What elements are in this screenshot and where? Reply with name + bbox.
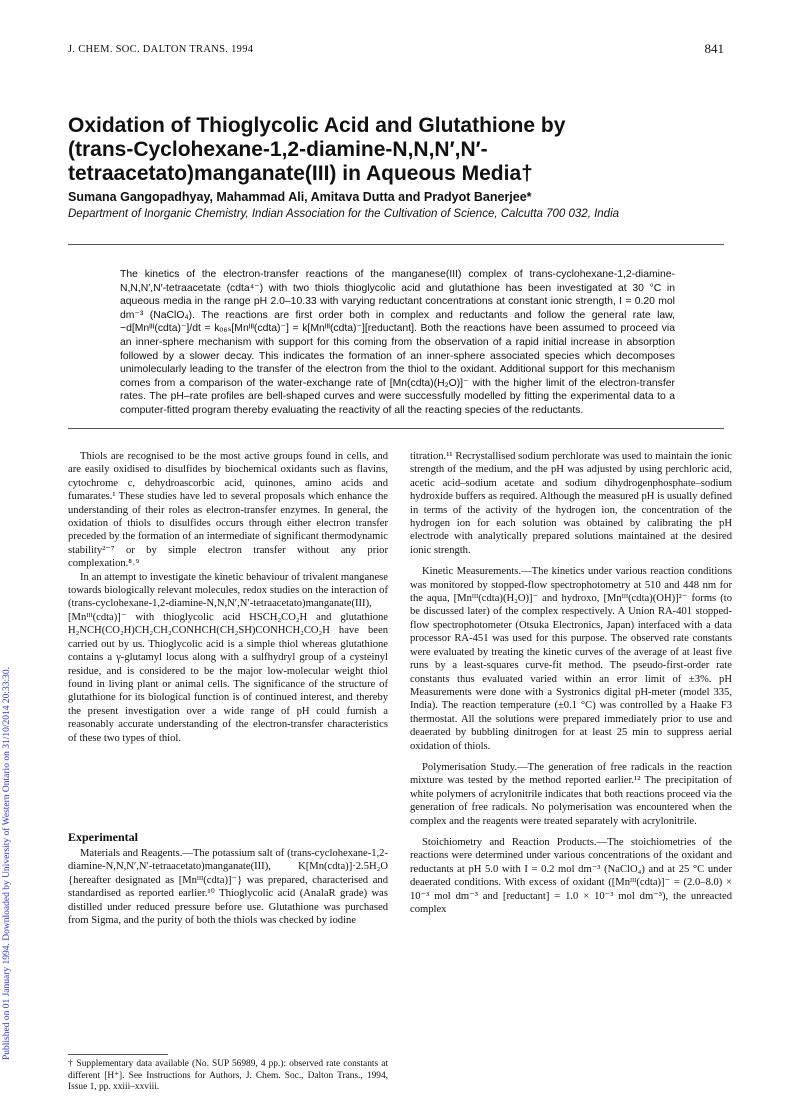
- column-left: [68, 450, 388, 745]
- titration-paragraph: titration.¹¹ Recrystallised sodium perchlorate was used to maintain the ionic strength of the medium, and the pH was adjusted by using perchloric acid, acetic acid–sodium acetate and sodium dihydrogenphosphate–sodium hydroxide buffers as required. Although the measured pH is usually defined in terms of the activity of the hydrogen ion, the concentration of the hydrogen ion for each solution was obtained by calibrating the pH electrode with analytically prepared solutions maintained at the desired ionic strength.: [410, 451, 732, 556]
- article-title: Oxidation of Thioglycolic Acid and Glutathione by (trans-Cyclohexane-1,2-diamine-N,N,N′,N′-tetraacetato)manganate(III) in Aqueous Media†: [68, 114, 566, 185]
- column-right: [410, 450, 732, 916]
- intro-paragraph-2: In an attempt to investigate the kinetic behaviour of trivalent manganese towards biologically relevant molecules, redox studies on the interaction of (trans-cyclohexane-1,2-diamine-N,N,N′,N′-tetraacetato)manganate(III), [Mnᴵᴵᴵ(cdta)]⁻ with thioglycolic acid HSCH₂CO₂H and glutathione H₂NCH(CO₂H)CH₂CH₂CONHCH(CH₂SH)CONHCH₂CO₂H have been carried out by us. Thioglycolic acid is a simple thiol whereas glutathione contains a γ-glutamyl locus along with a sulfhydryl group of a cysteinyl residue, and is considered to be the major low-molecular weight thiol found in living plant or animal cells. The significance of the structure of glutathione for its biological function is of continued interest, and thereby the present investigation over a wide range of pH could furnish a reasonably accurate understanding of the electron-transfer characteristics of these two types of thiol.: [68, 571, 388, 744]
- page-number: 841: [704, 41, 724, 56]
- polymerisation-paragraph: Polymerisation Study.—The generation of free radicals in the reaction mixture was tested by the method reported earlier.¹² The precipitation of white polymers of acrylonitrile indicates that both reactions proceed via the generation of free radicals. No polymerisation was encountered when the complex and the reagents were treated separately with acrylonitrile.: [410, 761, 732, 827]
- download-side-note-text: Published on 01 January 1994. Downloaded by University of Western Ontario on 31/10/2014 20:33:30.: [2, 666, 12, 1060]
- kinetic-measurements-paragraph: Kinetic Measurements.—The kinetics under various reaction conditions was monitored by stopped-flow spectrophotometry at 510 and 448 nm for the aqua, [Mnᴵᴵᴵ(cdta)(H₂O)]⁻ and hydroxo, [Mnᴵᴵᴵ(cdta)(OH)]²⁻ forms (to be discussed later) of the complex respectively. A Union RA-401 stopped-flow spectrophotometer (Otsuka Electronics, Japan) interfaced with a data processor RA-451 was used for this purpose. The observed rate constants were evaluated by treating the kinetic curves of the average of at least five runs by a least-squares curve-fit method. The pseudo-first-order rate constants thus evaluated varied within an error limit of ±3%. pH Measurements were done with a Systronics digital pH-meter (model 335, India). The reaction temperature (±0.1 °C) was controlled by a Haake F3 thermostat. All the solutions were prepared immediately prior to use and deaerated by bubbling dinitrogen for at least 25 min to suppress aerial oxidation of thiols.: [410, 566, 732, 752]
- experimental-heading: Experimental: [68, 830, 138, 844]
- affiliation: Department of Inorganic Chemistry, Indian Association for the Cultivation of Science, Calcutta 700 032, India: [68, 208, 620, 220]
- footnote: † Supplementary data available (No. SUP 56989, 4 pp.): observed rate constants at different [H⁺]. See Instructions for Authors, J. Chem. Soc., Dalton Trans., 1994, Issue 1, pp. xxiii–xxviii.: [68, 1059, 388, 1093]
- stoichiometry-paragraph: Stoichiometry and Reaction Products.—The stoichiometries of the reactions were determined under various concentrations of the oxidant and reductants at pH 5.0 with I = 0.2 mol dm⁻³ (NaClO₄) and at 25 °C under deaerated conditions. With excess of oxidant ([Mnᴵᴵᴵ(cdta)]⁻ = (2.0–8.0) × 10⁻³ mol dm⁻³ and [reductant] = 1.0 × 10⁻³ mol dm⁻³), the unreacted complex: [410, 836, 732, 915]
- running-head: J. CHEM. SOC. DALTON TRANS. 1994: [68, 44, 254, 55]
- abstract-divider: [68, 428, 724, 429]
- authors: Sumana Gangopadhyay, Mahammad Ali, Amitava Dutta and Pradyot Banerjee*: [68, 190, 532, 204]
- experimental-section: [68, 847, 388, 927]
- download-side-note: [2, 210, 16, 1060]
- footnote-divider: [68, 1054, 168, 1055]
- top-divider: [68, 244, 724, 245]
- materials-paragraph: Materials and Reagents.—The potassium salt of (trans-cyclohexane-1,2-diamine-N,N,N′,N′-tetraacetato)manganate(III), K[Mn(cdta)]·2.5H₂O {hereafter designated as [Mnᴵᴵᴵ(cdta)]⁻} was prepared, characterised and standardised as reported earlier.¹⁰ Thioglycolic acid (AnalaR grade) was distilled under reduced pressure before use. Glutathione was purchased from Sigma, and the purity of both the thiols was checked by iodine: [68, 848, 388, 927]
- intro-paragraph-1: Thiols are recognised to be the most active groups found in cells, and are easily oxidised to disulfides by biochemical oxidants such as flavins, cytochrome c, dehydroascorbic acid, quinones, amino acids and fumarates.¹ These studies have led to several proposals which enhance the understanding of their roles as electron-transfer enzymes. In general, the oxidation of thiols to disulfides occurs through either electron transfer preceded by the formation of an intermediate of significant thermodynamic stability²⁻⁷ or by simple electron transfer without any prior complexation.⁸˒⁹: [68, 451, 388, 570]
- abstract: The kinetics of the electron-transfer reactions of the manganese(III) complex of trans-cyclohexane-1,2-diamine-N,N,N′,N′-tetraacetate (cdta⁴⁻) with two thiols thioglycolic acid and glutathione has been investigated at 30 °C in aqueous media in the range pH 2.0–10.33 with varying reductant concentrations at constant ionic strength, I = 0.20 mol dm⁻³ (NaClO₄). The reactions are first order both in complex and reductants and follow the general rate law, −d[Mnᴵᴵᴵ(cdta)⁻]/dt = kₒ₆ₛ[Mnᴵᴵᴵ(cdta)⁻] = k[Mnᴵᴵᴵ(cdta)⁻][reductant]. Both the reactions have been assumed to proceed via an inner-sphere mechanism with support for this coming from the observation of a rapid initial increase in absorption followed by a slower decay. This indicates the formation of an inner-sphere associated species which decomposes unimolecularly leading to the transfer of the electron from the thiol to the oxidant. Additional support for this mechanism comes from a comparison of the water-exchange rate of [Mn(cdta)(H₂O)]⁻ with the higher limit of the electron-transfer rates. The pH–rate profiles are bell-shaped curves and were successfully modelled by fitting the experimental data to a computer-fitted program thereby evaluating the reactivity of all the reacting species of the reductants.: [120, 269, 675, 416]
